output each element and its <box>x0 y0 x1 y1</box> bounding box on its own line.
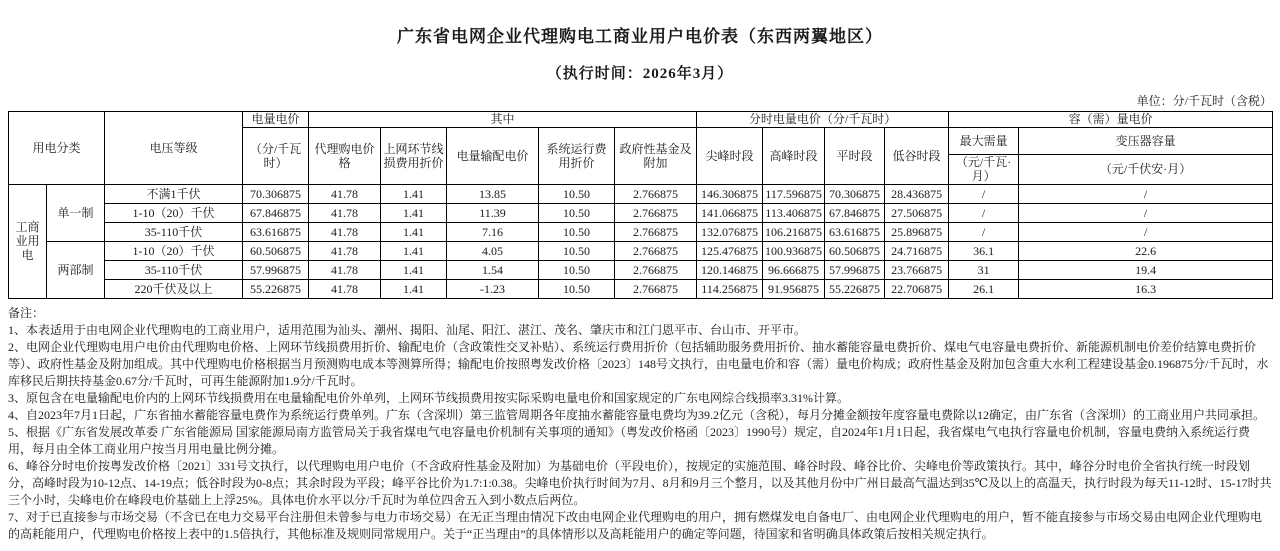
voltage-cell: 1-10（20）千伏 <box>105 203 243 222</box>
header-valley: 低谷时段 <box>885 128 949 185</box>
price-cell: 10.50 <box>539 241 615 260</box>
price-cell: 96.666875 <box>763 260 825 279</box>
price-cell: 67.846875 <box>243 203 309 222</box>
price-cell: 55.226875 <box>243 279 309 298</box>
price-cell: 41.78 <box>309 279 381 298</box>
note-1: 1、本表适用于由电网企业代理购电的工商业用户，适用范围为汕头、潮州、揭阳、汕尾、阳江、湛江、茂名、肇庆市和江门恩平市、台山市、开平市。 <box>8 322 807 337</box>
header-sharp-peak: 尖峰时段 <box>697 128 763 185</box>
price-cell: 132.076875 <box>697 222 763 241</box>
price-cell: 25.896875 <box>885 222 949 241</box>
price-cell: 26.1 <box>949 279 1019 298</box>
note-5: 5、根据《广东省发展改革委 广东省能源局 国家能源局南方监管局关于我省煤电气电容量电价机制有关事项的通知》（粤发改价格函〔2023〕1990号）规定，自2024年1月1日起，我省煤电气电执行容量电价机制，容量电费纳入系统运行费用，每月由全体工商业用户按当月用电量比例分摊。 <box>8 424 1251 456</box>
voltage-cell: 35-110千伏 <box>105 222 243 241</box>
price-cell: 2.766875 <box>615 203 697 222</box>
price-cell: 60.506875 <box>243 241 309 260</box>
price-cell: 16.3 <box>1019 279 1273 298</box>
price-cell: 10.50 <box>539 184 615 203</box>
price-cell: / <box>1019 222 1273 241</box>
price-cell: 4.05 <box>447 241 539 260</box>
price-cell: 60.506875 <box>825 241 885 260</box>
voltage-cell: 220千伏及以上 <box>105 279 243 298</box>
price-cell: 57.996875 <box>825 260 885 279</box>
price-cell: 41.78 <box>309 260 381 279</box>
price-cell: 91.956875 <box>763 279 825 298</box>
notes-label: 备注： <box>8 305 45 320</box>
price-cell: / <box>1019 184 1273 203</box>
price-cell: 120.146875 <box>697 260 763 279</box>
price-cell: / <box>949 203 1019 222</box>
header-max-demand-unit: （元/千瓦·月） <box>949 155 1019 185</box>
note-3: 3、原包含在电量输配电价内的上网环节线损费用在电量输配电价外单列，上网环节线损费用按实际采购电量电价和国家规定的广东电网综合线损率3.31%计算。 <box>8 390 850 405</box>
table-row <box>9 241 1273 260</box>
price-cell: 10.50 <box>539 222 615 241</box>
table-row <box>9 184 1273 203</box>
price-cell: 10.50 <box>539 203 615 222</box>
price-cell: 63.616875 <box>825 222 885 241</box>
header-voltage-level: 电压等级 <box>105 112 243 185</box>
unit-note: 单位：分/千瓦时（含税） <box>1136 94 1272 108</box>
header-among-which: 其中 <box>309 112 697 128</box>
price-cell: 27.506875 <box>885 203 949 222</box>
price-cell: 70.306875 <box>825 184 885 203</box>
header-tou-group: 分时电量电价（分/千瓦时） <box>697 112 949 128</box>
price-cell: -1.23 <box>447 279 539 298</box>
header-grid-line-loss: 上网环节线损费用折价 <box>381 128 447 185</box>
note-7: 7、对于已直接参与市场交易（不含已在电力交易平台注册但未曾参与电力市场交易）在无正当理由情况下改由电网企业代理购电的用户，拥有燃煤发电自备电厂、由电网企业代理购电的用户，暂不能直接参与市场交易由电网企业代理购电的高耗能用户，代理购电价格按上表中的1.5倍执行，其他标准及规则同常规用户。关于“正当理由”的具体情形以及高耗能用户的确定等问题，待国家和省明确具体政策后按相关规定执行。 <box>8 509 1263 541</box>
note-2: 2、电网企业代理购电用户电价由代理购电价格、上网环节线损费用折价、输配电价（含政策性交叉补贴）、系统运行费用折价（包括辅助服务费用折价、抽水蓄能容量电费折价、煤电气电容量电费折价、新能源机制电价差价结算电费折价等）、政府性基金及附加组成。其中代理购电价格根据当月预测购电成本等测算所得；输配电价按照粤发改价格〔2023〕148号文执行，由电量电价和容（需）量电价构成；政府性基金及附加包含重大水利工程建设基金0.196875分/千瓦时，水库移民后期扶持基金0.67分/千瓦时，可再生能源附加1.9分/千瓦时。 <box>8 339 1269 388</box>
category-cell: 工商业用电 <box>9 184 47 298</box>
header-peak: 高峰时段 <box>763 128 825 185</box>
voltage-cell: 35-110千伏 <box>105 260 243 279</box>
price-cell: / <box>949 222 1019 241</box>
page-subtitle: （执行时间：2026年3月） <box>546 66 734 82</box>
table-row <box>9 260 1273 279</box>
price-cell: 2.766875 <box>615 222 697 241</box>
price-cell: 113.406875 <box>763 203 825 222</box>
price-cell: 31 <box>949 260 1019 279</box>
header-gov-funds: 政府性基金及附加 <box>615 128 697 185</box>
price-cell: 10.50 <box>539 260 615 279</box>
note-4: 4、自2023年7月1日起，广东省抽水蓄能容量电费作为系统运行费单列。广东（含深圳）第三监管周期各年度抽水蓄能容量电费均为39.2亿元（含税），每月分摊金额按年度容量电费除以12确定，由广东省（含深圳）的工商业用户共同承担。 <box>8 407 1266 422</box>
header-agent-purchase-price: 代理购电价格 <box>309 128 381 185</box>
table-row <box>9 279 1273 298</box>
price-cell: 1.41 <box>381 241 447 260</box>
price-cell: 146.306875 <box>697 184 763 203</box>
price-cell: 70.306875 <box>243 184 309 203</box>
price-cell: 13.85 <box>447 184 539 203</box>
table-row <box>9 203 1273 222</box>
header-flat: 平时段 <box>825 128 885 185</box>
price-cell: 55.226875 <box>825 279 885 298</box>
price-cell: 22.706875 <box>885 279 949 298</box>
price-cell: / <box>949 184 1019 203</box>
page-title: 广东省电网企业代理购电工商业用户电价表（东西两翼地区） <box>397 27 883 46</box>
system-cell-single: 单一制 <box>47 184 105 241</box>
price-cell: 67.846875 <box>825 203 885 222</box>
price-cell: 2.766875 <box>615 184 697 203</box>
header-user-category: 用电分类 <box>9 112 105 185</box>
voltage-cell: 不满1千伏 <box>105 184 243 203</box>
price-cell: 114.256875 <box>697 279 763 298</box>
price-cell: / <box>1019 203 1273 222</box>
header-transmission-price: 电量输配电价 <box>447 128 539 185</box>
price-cell: 1.41 <box>381 260 447 279</box>
header-transformer-capacity: 变压器容量 <box>1019 128 1273 155</box>
price-cell: 2.766875 <box>615 260 697 279</box>
price-cell: 10.50 <box>539 279 615 298</box>
notes-section <box>8 305 1272 543</box>
price-cell: 117.596875 <box>763 184 825 203</box>
price-cell: 141.066875 <box>697 203 763 222</box>
price-cell: 1.54 <box>447 260 539 279</box>
price-cell: 7.16 <box>447 222 539 241</box>
header-energy-price-unit: （分/千瓦时） <box>243 128 309 185</box>
header-energy-price: 电量电价 <box>243 112 309 128</box>
price-cell: 125.476875 <box>697 241 763 260</box>
header-capacity-group: 容（需）量电价 <box>949 112 1273 128</box>
price-cell: 2.766875 <box>615 241 697 260</box>
price-cell: 41.78 <box>309 203 381 222</box>
header-transformer-capacity-unit: （元/千伏安·月） <box>1019 155 1273 185</box>
price-cell: 24.716875 <box>885 241 949 260</box>
note-6: 6、峰谷分时电价按粤发改价格〔2021〕331号文执行，以代理购电用户电价（不含政府性基金及附加）为基础电价（平段电价），按规定的实施范围、峰谷时段、峰谷比价、尖峰电价等政策执行。其中，峰谷分时电价全省执行统一时段划分，高峰时段为10-12点、14-19点；低谷时段为0-8点；其余时段为平段；峰平谷比价为1.7:1:0.38。尖峰电价执行时间为7月、8月和9月三个整月，以及其他月份中广州日最高气温达到35℃及以上的高温天，执行时段为每天11-12时、15-17时共三个小时，尖峰电价在峰段电价基础上上浮25%。具体电价水平以分/千瓦时为单位四舍五入到小数点后两位。 <box>8 458 1272 507</box>
voltage-cell: 1-10（20）千伏 <box>105 241 243 260</box>
price-cell: 41.78 <box>309 184 381 203</box>
price-cell: 1.41 <box>381 222 447 241</box>
header-row-1 <box>9 112 1273 128</box>
price-cell: 19.4 <box>1019 260 1273 279</box>
price-table <box>8 111 1273 299</box>
price-cell: 2.766875 <box>615 279 697 298</box>
header-max-demand: 最大需量 <box>949 128 1019 155</box>
price-cell: 28.436875 <box>885 184 949 203</box>
price-cell: 100.936875 <box>763 241 825 260</box>
table-row <box>9 222 1273 241</box>
price-cell: 36.1 <box>949 241 1019 260</box>
price-cell: 63.616875 <box>243 222 309 241</box>
price-cell: 1.41 <box>381 203 447 222</box>
price-cell: 106.216875 <box>763 222 825 241</box>
price-cell: 22.6 <box>1019 241 1273 260</box>
price-cell: 57.996875 <box>243 260 309 279</box>
price-cell: 41.78 <box>309 241 381 260</box>
price-cell: 1.41 <box>381 279 447 298</box>
header-system-operation-fee: 系统运行费用折价 <box>539 128 615 185</box>
price-cell: 11.39 <box>447 203 539 222</box>
price-cell: 41.78 <box>309 222 381 241</box>
price-cell: 1.41 <box>381 184 447 203</box>
price-cell: 23.766875 <box>885 260 949 279</box>
system-cell-two-part: 两部制 <box>47 241 105 298</box>
